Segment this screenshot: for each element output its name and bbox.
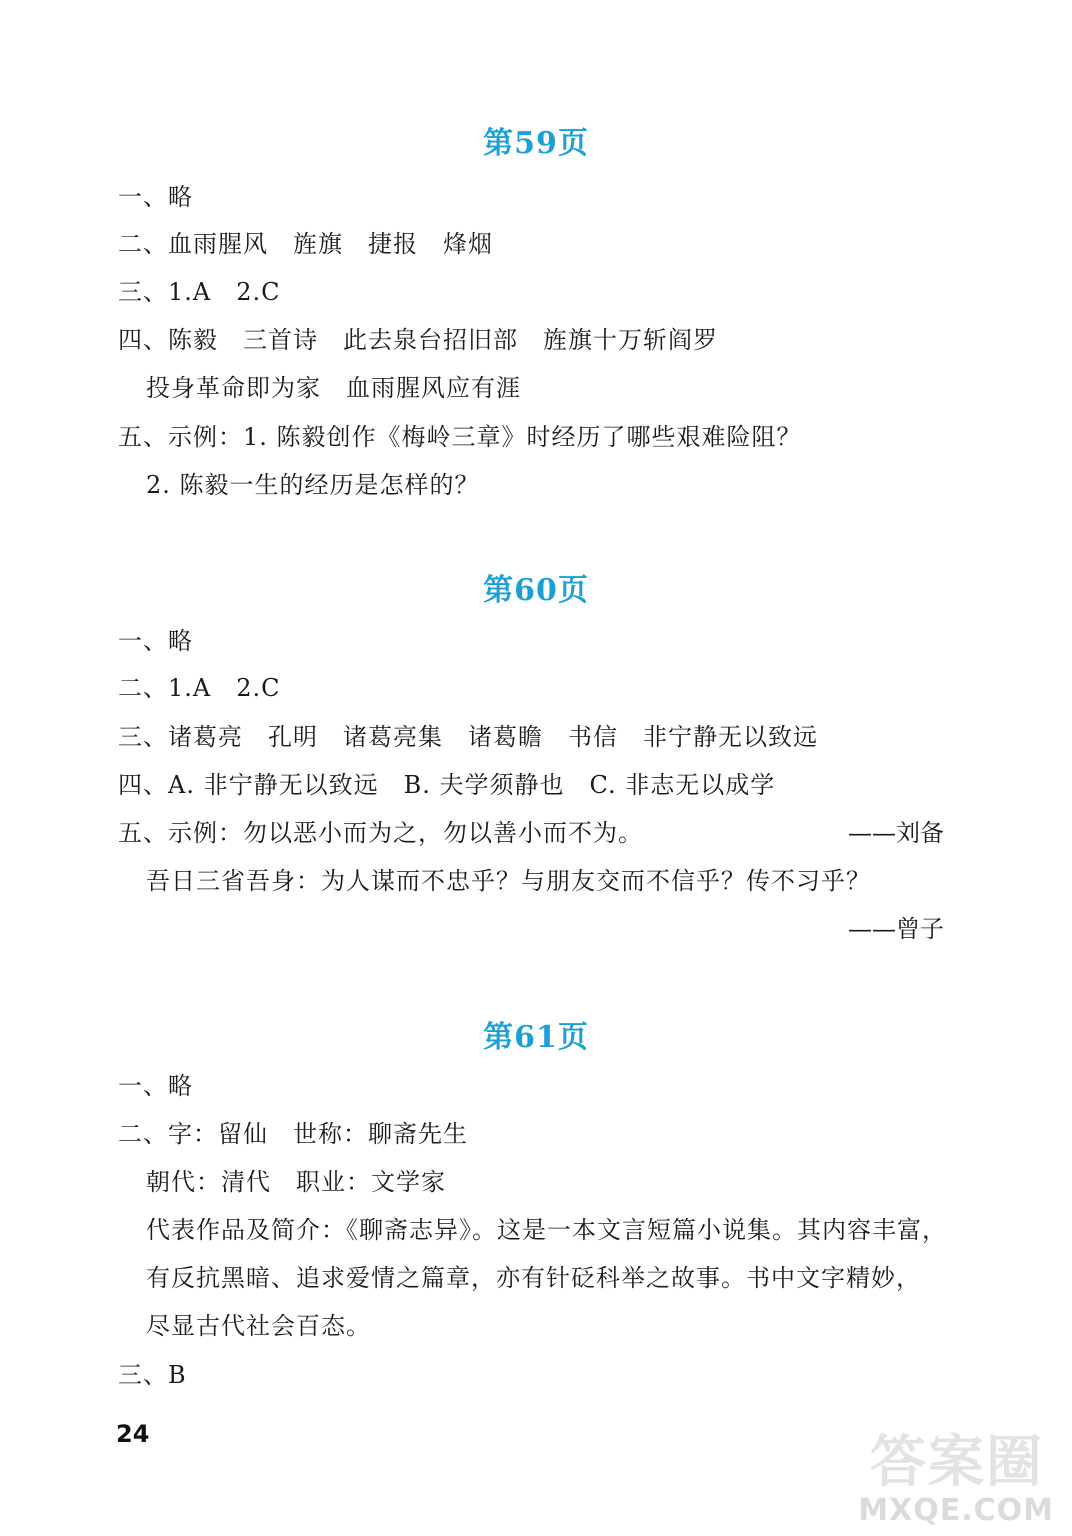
answer-line: 三、诸葛亮 孔明 诸葛亮集 诸葛瞻 书信 非宁静无以致远 [118, 723, 818, 751]
answer-line: 朝代：清代 职业：文学家 [146, 1168, 446, 1196]
answer-line: 三、B [118, 1361, 187, 1389]
attribution: ——刘备 [848, 819, 944, 847]
answer-line: 四、陈毅 三首诗 此去泉台招旧部 旌旗十万斩阎罗 [118, 326, 718, 354]
answer-line: 代表作品及简介：《聊斋志异》。这是一本文言短篇小说集。其内容丰富， [146, 1216, 947, 1244]
watermark-logo: 答案圈 [870, 1430, 1044, 1495]
answer-line: 2. 陈毅一生的经历是怎样的？ [146, 471, 480, 499]
answer-line: 五、示例：勿以恶小而为之，勿以善小而不为。 [118, 819, 643, 847]
answer-line: 二、字：留仙 世称：聊斋先生 [118, 1120, 468, 1148]
attribution: ——曾子 [848, 915, 944, 943]
answer-line: 投身革命即为家 血雨腥风应有涯 [146, 374, 521, 402]
answer-line: 吾日三省吾身：为人谋而不忠乎？与朋友交而不信乎？传不习乎？ [146, 867, 871, 895]
watermark-site: MXQE.COM [858, 1493, 1054, 1528]
answer-line: 一、略 [118, 627, 193, 655]
page-number: 24 [116, 1420, 150, 1448]
section-title-60: 第60页 [483, 573, 589, 608]
answer-line: 二、1.A 2.C [118, 674, 281, 702]
answer-line: 有反抗黑暗、追求爱情之篇章，亦有针砭科举之故事。书中文字精妙， [146, 1264, 921, 1292]
answer-line: 尽显古代社会百态。 [146, 1312, 371, 1340]
section-title-61: 第61页 [483, 1020, 589, 1055]
answer-line: 三、1.A 2.C [118, 278, 281, 306]
answer-line: 二、血雨腥风 旌旗 捷报 烽烟 [118, 230, 493, 258]
answer-line: 四、A. 非宁静无以致远 B. 夫学须静也 C. 非志无以成学 [118, 771, 776, 799]
answer-line: 五、示例：1. 陈毅创作《梅岭三章》时经历了哪些艰难险阻？ [118, 423, 802, 451]
section-title-59: 第59页 [483, 126, 589, 161]
answer-line: 一、略 [118, 1072, 193, 1100]
answer-line: 一、略 [118, 183, 193, 211]
watermark [854, 1418, 1054, 1528]
